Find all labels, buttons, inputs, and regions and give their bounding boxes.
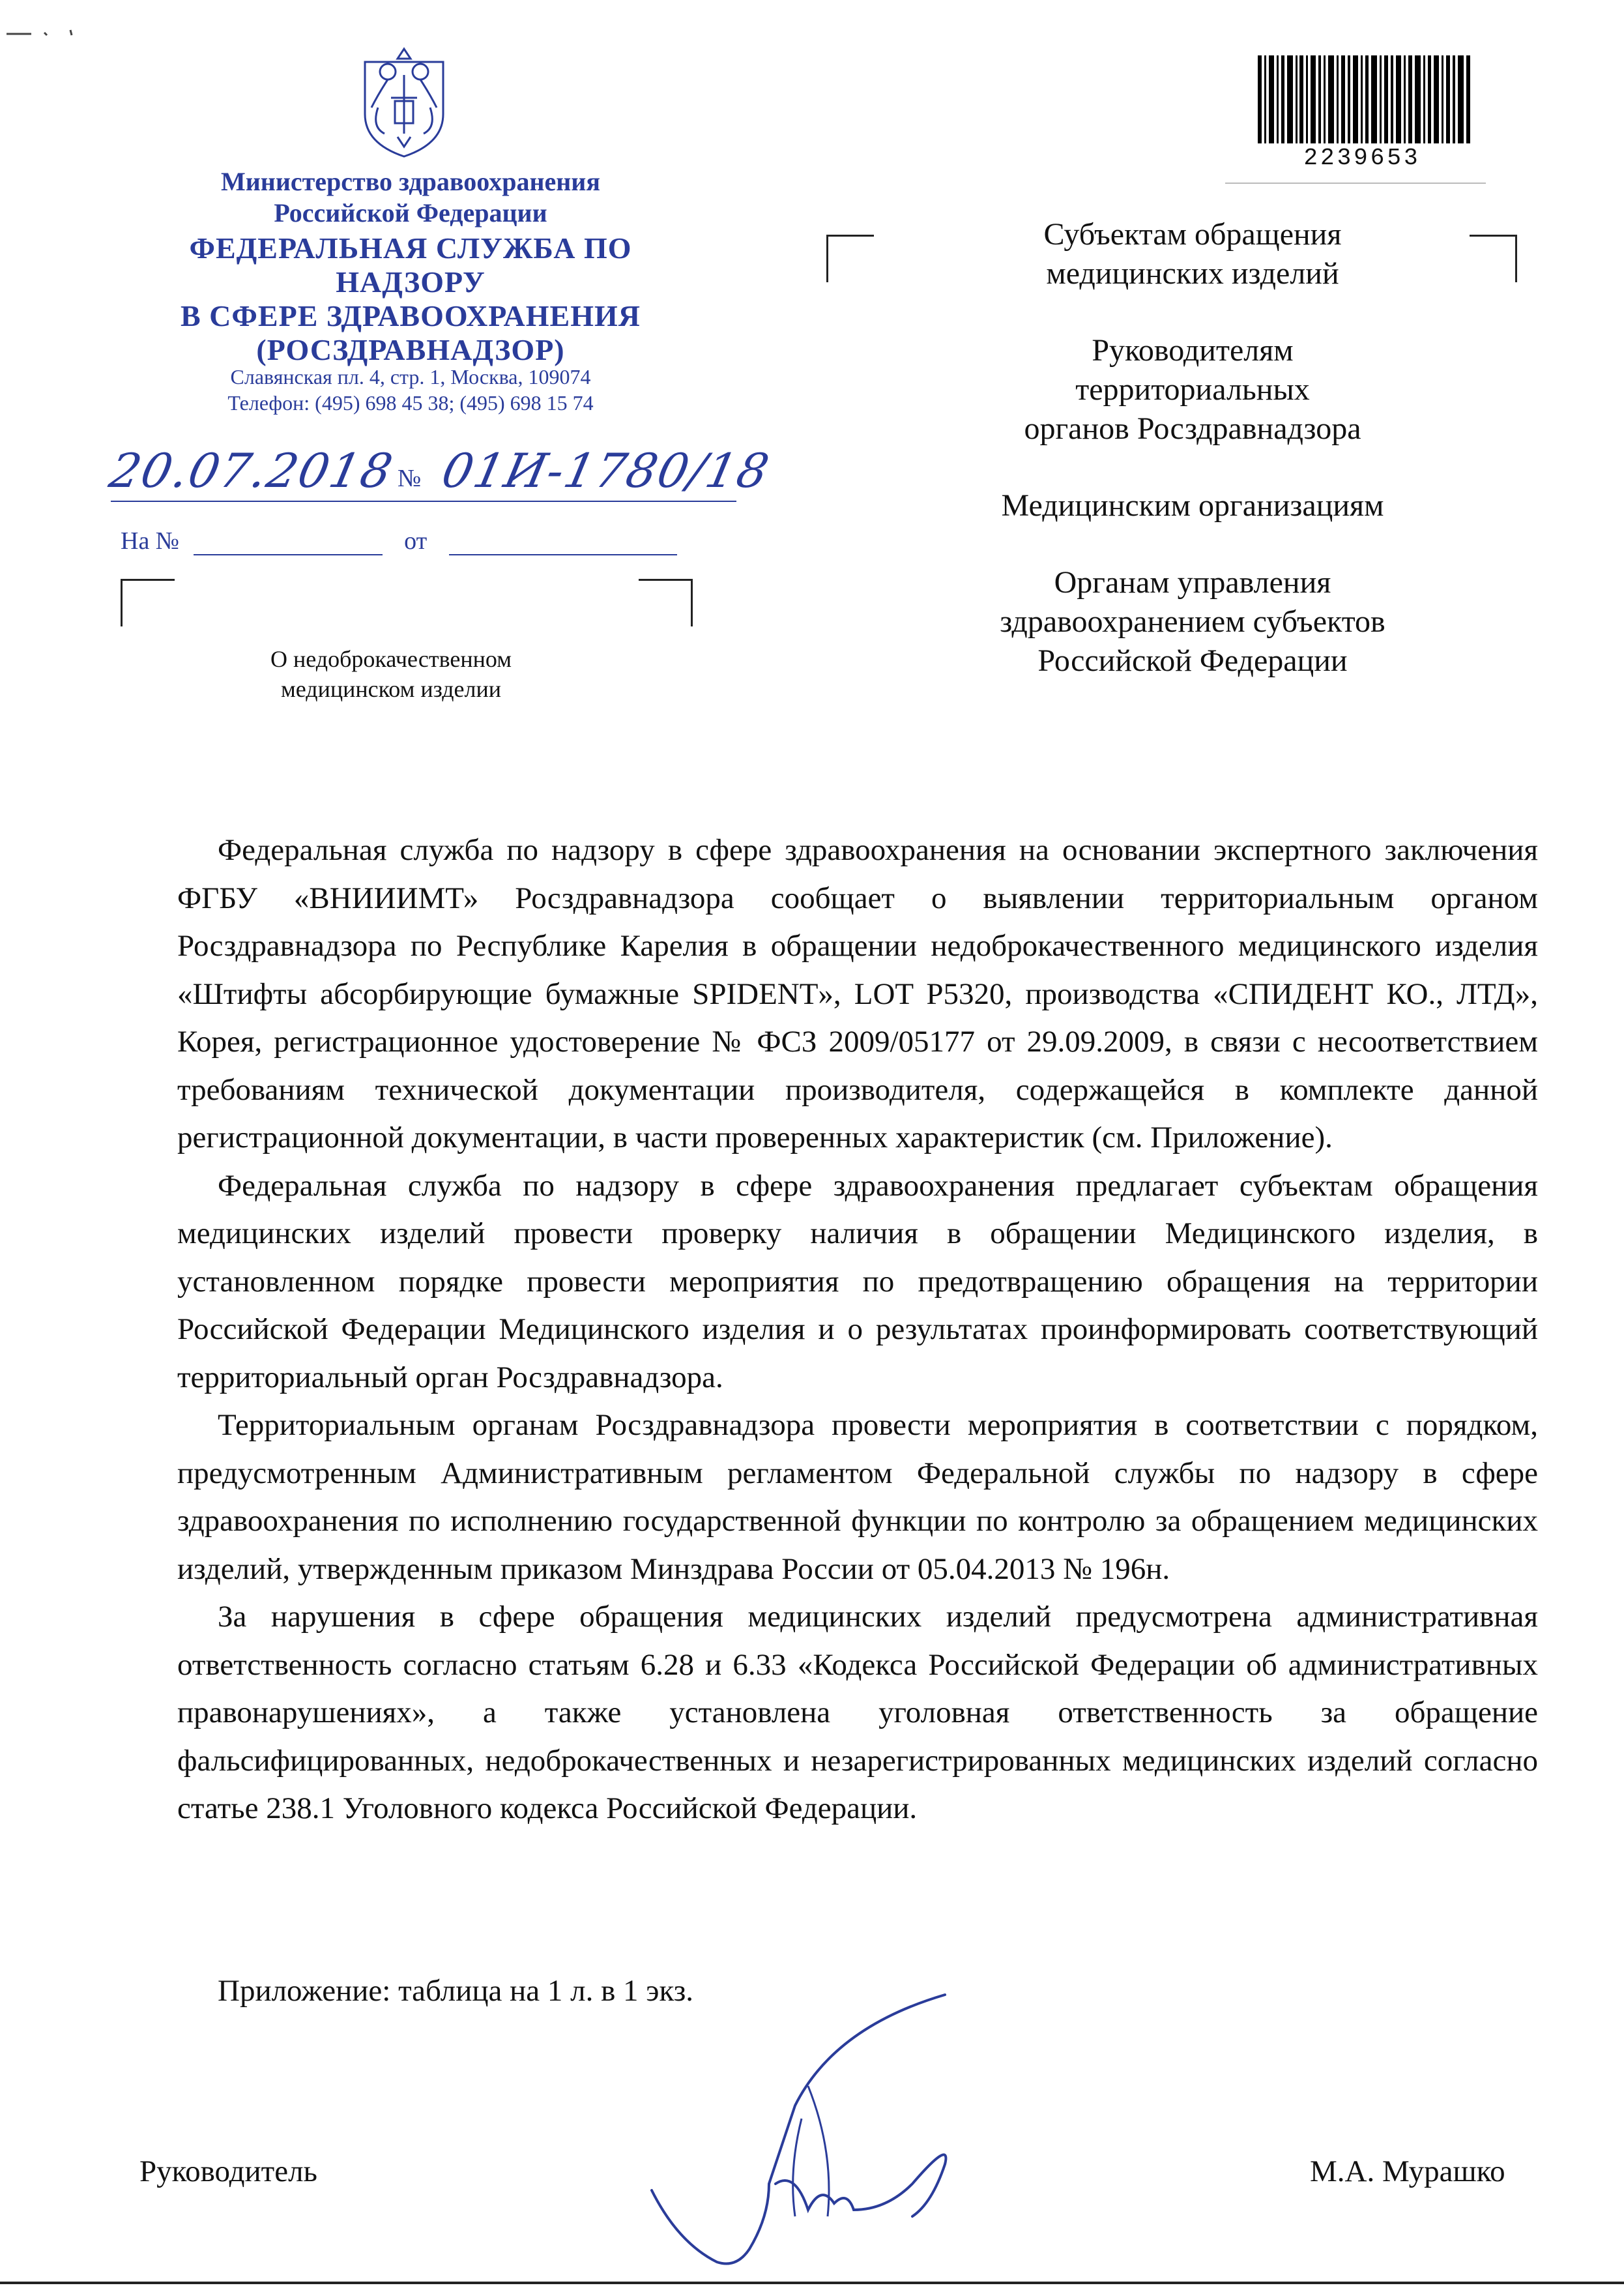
letter-subject: О недоброкачественном медицинском изделии [270,646,512,702]
registration-line [105,443,775,508]
body-paragraph: За нарушения в сфере обращения медицинских изделий предусмотрена административная ответственность согласно статьям 6.28 и 6.33 «Кодекса Российской Федерации об административных правонарушениях», а также установлена уголовная ответственность за обращение фальсифицированных, недоброкачественных и незарегистрированных медицинских изделий согласно статье 238.1 Уголовного кодекса Российской Федерации. [177,1600,1538,1825]
reference-from-label: от [404,527,428,555]
handwritten-signature-icon [639,1988,978,2269]
reference-line [121,527,694,555]
addressee-corner-right [1470,235,1517,282]
signer-name: М.А. Мурашко [1310,2154,1505,2188]
barcode-icon [1258,55,1473,153]
body-paragraph: Федеральная служба по надзору в сфере здравоохранения на основании экспертного заключения ФГБУ «ВНИИИМТ» Росздравнадзора сообщает о выявлении территориальным органом Росздравнадзора по Республике Карелия в обращении недоброкачественного медицинского изделия «Штифты абсорбирующие бумажные SPIDENT», LOT P5320, производства «СПИДЕНТ КО., ЛТД», Корея, регистрационное удостоверение № ФСЗ 2009/05177 от 29.09.2009, в связи с несоответствием требованиям технической документации производителя, содержащейся в комплекте данной регистрационной документации, в части проверенных характеристик (см. Приложение). [177,833,1538,1154]
registration-underline [111,501,736,502]
reference-date-blank [449,531,677,555]
subject-corner-left [121,579,175,626]
addressee-group: Органам управления здравоохранением субъектов Российской Федерации [1000,565,1385,678]
addressee-corner-left [826,235,874,282]
registration-number-label: № [398,465,422,492]
ministry-name: Министерство здравоохранения Российской Федерации [221,167,600,228]
addressee-group: Субъектам обращения медицинских изделий [1043,217,1342,291]
reference-number-label: На № [121,527,180,555]
body-paragraph: Территориальным органам Росздравнадзора провести мероприятия в соответствии с порядком, предусмотренным Административным регламентом Федеральной службы по надзору в сфере здравоохранения по исполнению государственной функции по контролю за обращением медицинских изделий, утвержденным приказом Минздрава России от 05.04.2013 № 196н. [177,1408,1538,1586]
scan-border-bottom [0,2282,1624,2284]
signer-position: Руководитель [139,2154,317,2188]
addressee-group: Медицинским организациям [1001,488,1384,523]
service-address: Славянская пл. 4, стр. 1, Москва, 109074 Телефон: (495) 698 45 38; (495) 698 15 74 [227,365,594,415]
addressees [912,215,1473,718]
barcode-number: 2239653 [1303,145,1421,171]
letter-body [177,827,1538,1833]
coat-of-arms-icon [352,36,456,160]
barcode-rule [1225,183,1486,184]
body-paragraph: Федеральная служба по надзору в сфере здравоохранения предлагает субъектам обращения медицинских изделий провести проверку наличия в обращении Медицинского изделия, в установленном порядке провести мероприятия по предотвращению обращения на территории Российской Федерации Медицинского изделия и о результатах проинформировать соответствующий территориальный орган Росздравнадзора. [177,1168,1538,1394]
subject-corner-right [639,579,693,626]
addressee-group: Руководителям территориальных органов Росздравнадзора [1024,333,1361,446]
appendix-note: Приложение: таблица на 1 л. в 1 экз. [218,1974,694,2008]
registration-date: 20.07.2018 [105,443,399,498]
service-name: ФЕДЕРАЛЬНАЯ СЛУЖБА ПО НАДЗОРУ В СФЕРЕ ЗДРАВООХРАНЕНИЯ (РОСЗДРАВНАДЗОР) [181,231,641,366]
reference-number-blank [194,531,383,555]
registration-number: 01И-1780/18 [437,443,775,498]
scan-mark [5,26,77,39]
